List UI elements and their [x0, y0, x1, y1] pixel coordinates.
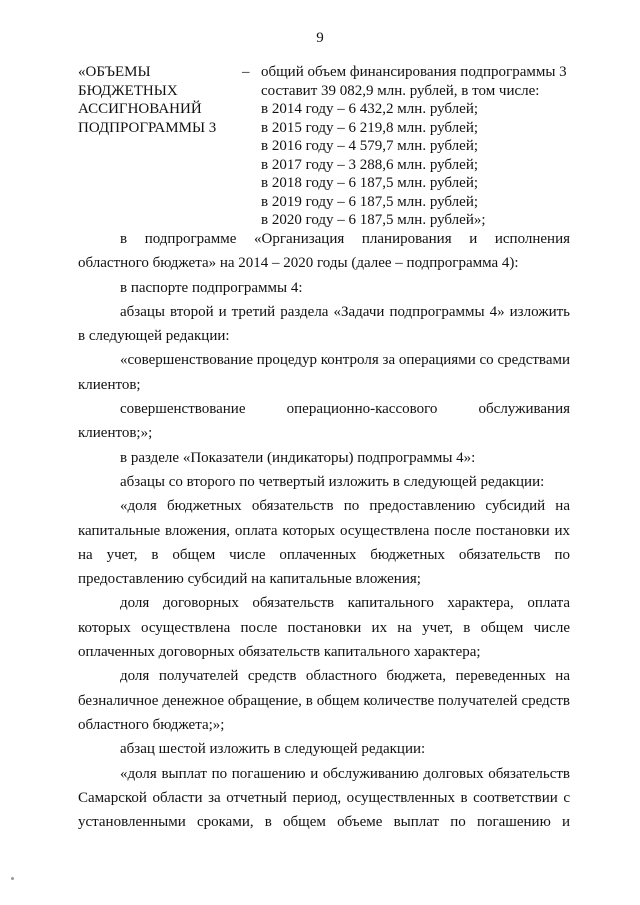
margin-speck: [11, 877, 14, 880]
funding-line: в 2018 году – 6 187,5 млн. рублей;: [261, 175, 479, 191]
funding-line: в 2020 году – 6 187,5 млн. рублей»;: [261, 212, 486, 228]
paragraph: «доля выплат по погашению и обслуживанию долговых обязательств Самарской области за отчетный период, осуществленных в соответствии с установленными сроками, в общем объеме выплат по погашению и: [78, 765, 570, 831]
funding-line: составит 39 082,9 млн. рублей, в том числе:: [261, 82, 540, 99]
paragraph: в разделе «Показатели (индикаторы) подпрограммы 4»:: [120, 449, 476, 466]
paragraph: «совершенствование процедур контроля за операциями со средствами клиентов;: [78, 352, 570, 393]
passport-dash: –: [242, 64, 250, 80]
passport-label: [78, 63, 238, 137]
paragraph: в паспорте подпрограммы 4:: [120, 279, 303, 296]
paragraph: в подпрограмме «Организация планирования и исполнения областного бюджета» на 2014 – 2020 годы (далее – подпрограмма 4):: [78, 231, 570, 272]
passport-label-line: АССИГНОВАНИЙ: [78, 101, 202, 117]
funding-line: общий объем финансирования подпрограммы 3: [261, 64, 567, 80]
paragraph: совершенствование операционно-кассового обслуживания клиентов;»;: [78, 401, 570, 442]
funding-line: в 2015 году – 6 219,8 млн. рублей;: [261, 119, 479, 136]
funding-line: в 2014 году – 6 432,2 млн. рублей;: [261, 101, 479, 117]
paragraph: абзацы со второго по четвертый изложить в следующей редакции:: [120, 473, 545, 490]
passport-label-line: «ОБЪЕМЫ: [78, 64, 151, 80]
funding-line: в 2017 году – 3 288,6 млн. рублей;: [261, 156, 479, 173]
passport-value: [261, 63, 581, 230]
paragraph: абзац шестой изложить в следующей редакции:: [120, 741, 426, 758]
funding-line: в 2016 году – 4 579,7 млн. рублей;: [261, 138, 479, 154]
paragraph: доля договорных обязательств капитального характера, оплата которых осуществлена после постановки их на учет, в общем числе оплаченных договорных обязательств капитального характера;: [78, 595, 570, 661]
page-number: 9: [316, 30, 324, 46]
paragraph: «доля бюджетных обязательств по предоставлению субсидий на капитальные вложения, оплата которых осуществлена после постановки их на учет, в общем числе оплаченных бюджетных обязательств по предоставлению субсидий на капитальные вложения;: [78, 498, 570, 588]
funding-line: в 2019 году – 6 187,5 млн. рублей;: [261, 193, 479, 210]
paragraph: доля получателей средств областного бюджета, переведенных на безналичное денежное обращение, в общем количестве получателей средств областного бюджета;»;: [78, 668, 570, 733]
passport-label-line: ПОДПРОГРАММЫ 3: [78, 119, 217, 136]
passport-label-line: БЮДЖЕТНЫХ: [78, 82, 178, 99]
document-body: [78, 227, 570, 834]
paragraph: абзацы второй и третий раздела «Задачи подпрограммы 4» изложить в следующей редакции:: [78, 303, 570, 345]
